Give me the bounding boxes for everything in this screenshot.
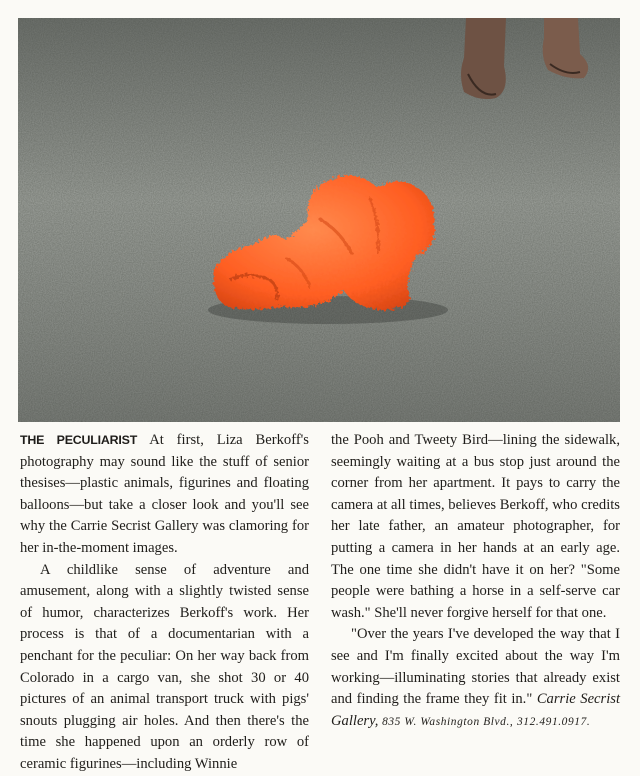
- paragraph-4-text: "Over the years I've developed the way that I see and I'm finally excited about the way I'm working—illuminating stories that already exist and finding the frame they fit in.": [331, 626, 620, 708]
- kicker: THE PECULIARIST: [20, 433, 138, 447]
- article-photo: [18, 18, 620, 422]
- paragraph-3: the Pooh and Tweety Bird—lining the sidewalk, seemingly waiting at a bus stop just around the corner from her apartment. It pays to carry the camera at all times, believes Berkoff, who credits her late father, an amateur photographer, for putting a camera in her hands at an early age. The one time she didn't have it on her? "Some people were bathing a horse in a self-serve car wash." She'll never forgive herself for that one.: [331, 432, 620, 621]
- paragraph-1-text: At first, Liza Berkoff's photography may sound like the stuff of senior thesises—plastic animals, figurines and floating balloons—but take a closer look and you'll see why the Carrie Secrist Gallery was clamoring for her in-the-moment images.: [20, 432, 309, 556]
- article-body: [20, 430, 620, 772]
- credit-phone: 312.491.0917.: [517, 715, 591, 728]
- column-right: [331, 430, 620, 760]
- paragraph-1: [20, 430, 309, 560]
- photo-illustration: [18, 18, 620, 422]
- column-left: [20, 430, 309, 772]
- credit-venue: Carrie Secrist Gallery,: [331, 691, 620, 729]
- paragraph-2: A childlike sense of adventure and amusement, along with a slightly twisted sense of humor, characterizes Berkoff's work. Her process is that of a documentarian with a penchant for the peculiar: On her way back from Colorado in a cargo van, she shot 30 or 40 pictures of an animal transport truck with pigs' snouts plugging air holes. And then there's the time she happened upon an orderly row of ceramic figurines—including Winnie: [20, 561, 309, 772]
- paragraph-4: [331, 624, 620, 733]
- credit-address: 835 W. Washington Blvd.,: [382, 715, 514, 728]
